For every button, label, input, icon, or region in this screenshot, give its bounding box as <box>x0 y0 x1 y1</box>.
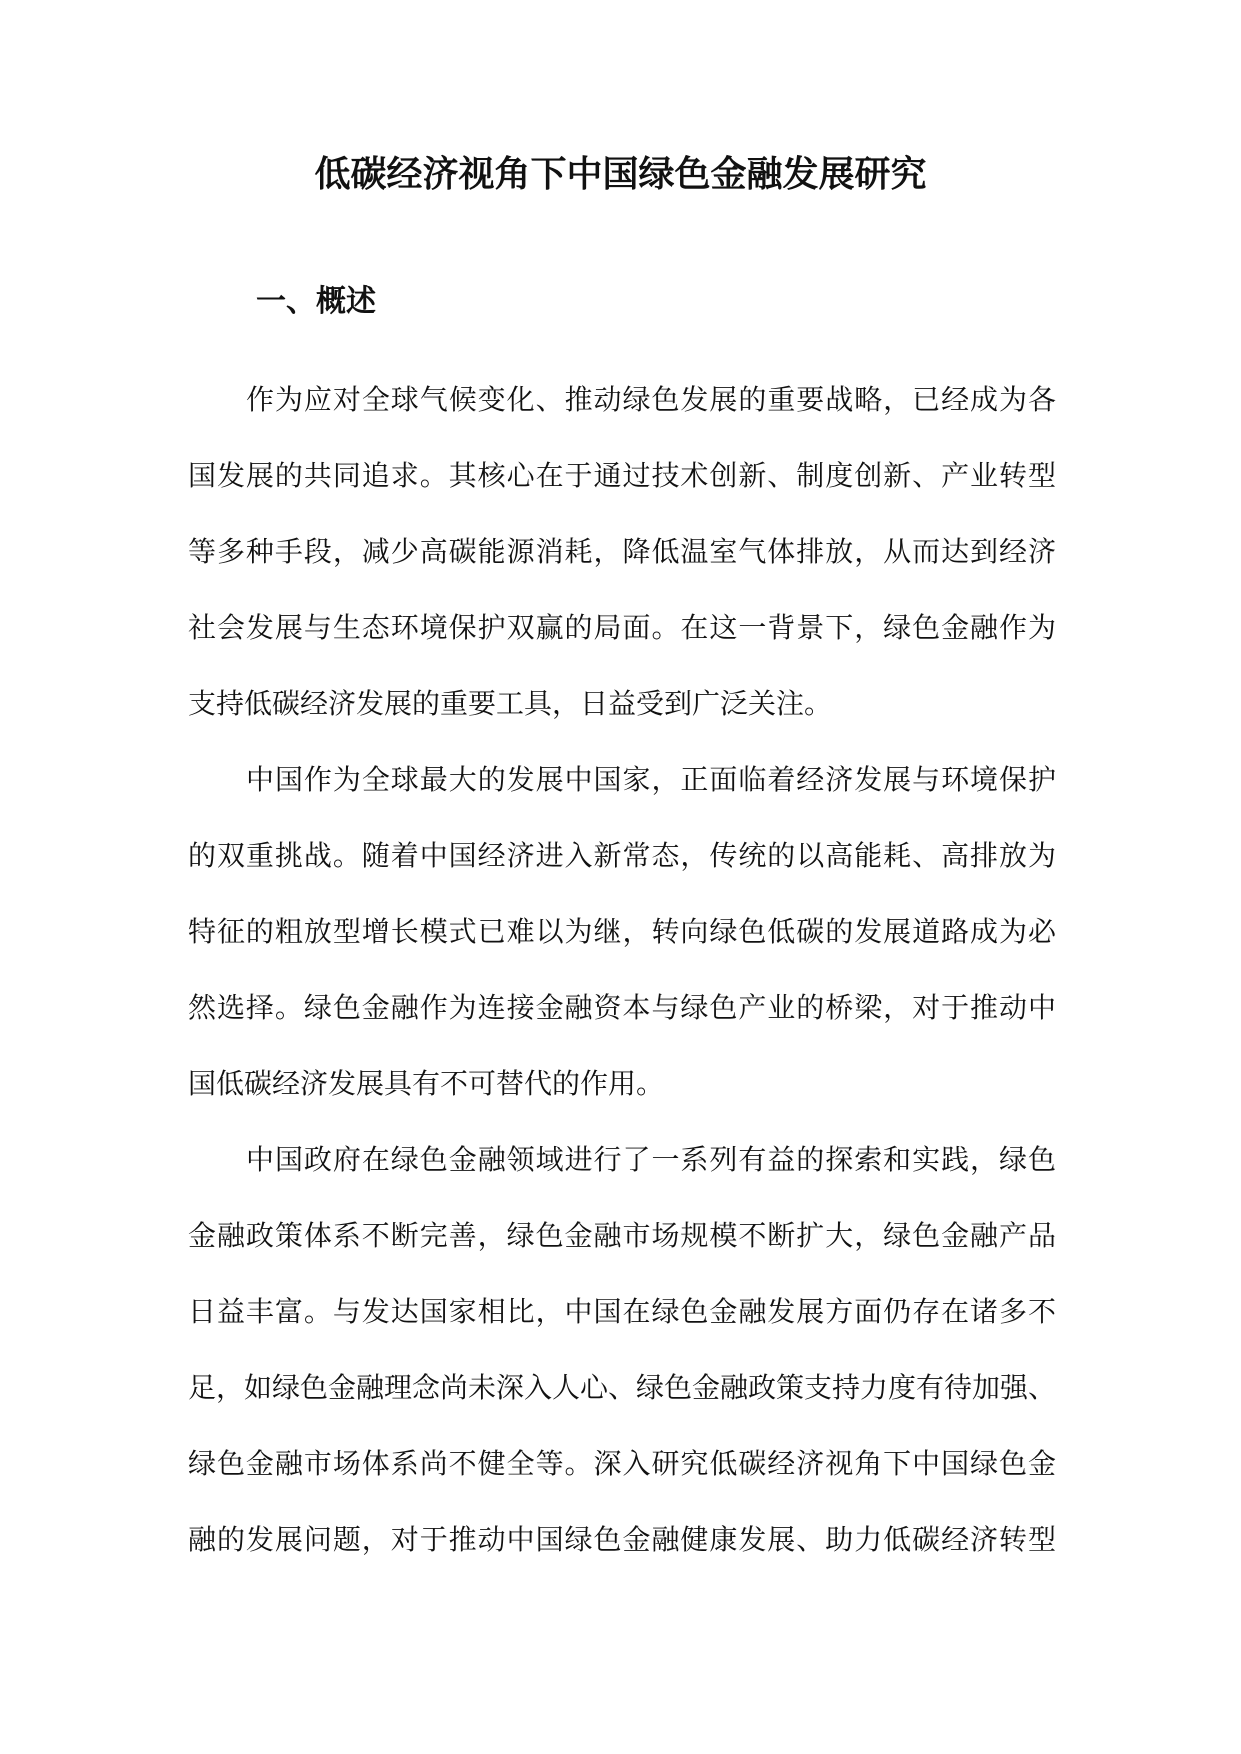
paragraph-line: 中国作为全球最大的发展中国家，正面临着经济发展与环境保护 <box>246 763 1056 796</box>
paragraph-line: 足，如绿色金融理念尚未深入人心、绿色金融政策支持力度有待加强、 <box>188 1371 1056 1404</box>
paragraph-line: 特征的粗放型增长模式已难以为继，转向绿色低碳的发展道路成为必 <box>188 915 1056 948</box>
section-heading-overview: 一、概述 <box>256 284 376 319</box>
paragraph-line: 金融政策体系不断完善，绿色金融市场规模不断扩大，绿色金融产品 <box>188 1219 1056 1252</box>
document-title: 低碳经济视角下中国绿色金融发展研究 <box>314 153 927 195</box>
paragraph-line: 中国政府在绿色金融领域进行了一系列有益的探索和实践，绿色 <box>246 1143 1056 1176</box>
paragraph-line: 的双重挑战。随着中国经济进入新常态，传统的以高能耗、高排放为 <box>188 839 1056 872</box>
paragraph-3 <box>188 1122 1056 1578</box>
paragraph-1 <box>188 362 1056 742</box>
paragraph-line: 等多种手段，减少高碳能源消耗，降低温室气体排放，从而达到经济 <box>188 535 1056 568</box>
paragraph-line: 绿色金融市场体系尚不健全等。深入研究低碳经济视角下中国绿色金 <box>188 1447 1056 1480</box>
paragraph-line: 国发展的共同追求。其核心在于通过技术创新、制度创新、产业转型 <box>188 459 1056 492</box>
paragraph-line: 日益丰富。与发达国家相比，中国在绿色金融发展方面仍存在诸多不 <box>188 1295 1056 1328</box>
paragraph-line: 融的发展问题，对于推动中国绿色金融健康发展、助力低碳经济转型 <box>188 1523 1056 1556</box>
paragraph-line: 支持低碳经济发展的重要工具，日益受到广泛关注。 <box>188 687 833 720</box>
document-body <box>188 362 1056 1578</box>
paragraph-line: 国低碳经济发展具有不可替代的作用。 <box>188 1067 665 1100</box>
paragraph-line: 社会发展与生态环境保护双赢的局面。在这一背景下，绿色金融作为 <box>188 611 1056 644</box>
paragraph-line: 作为应对全球气候变化、推动绿色发展的重要战略，已经成为各 <box>246 383 1056 416</box>
paragraph-2 <box>188 742 1056 1122</box>
paragraph-line: 然选择。绿色金融作为连接金融资本与绿色产业的桥梁，对于推动中 <box>188 991 1056 1024</box>
